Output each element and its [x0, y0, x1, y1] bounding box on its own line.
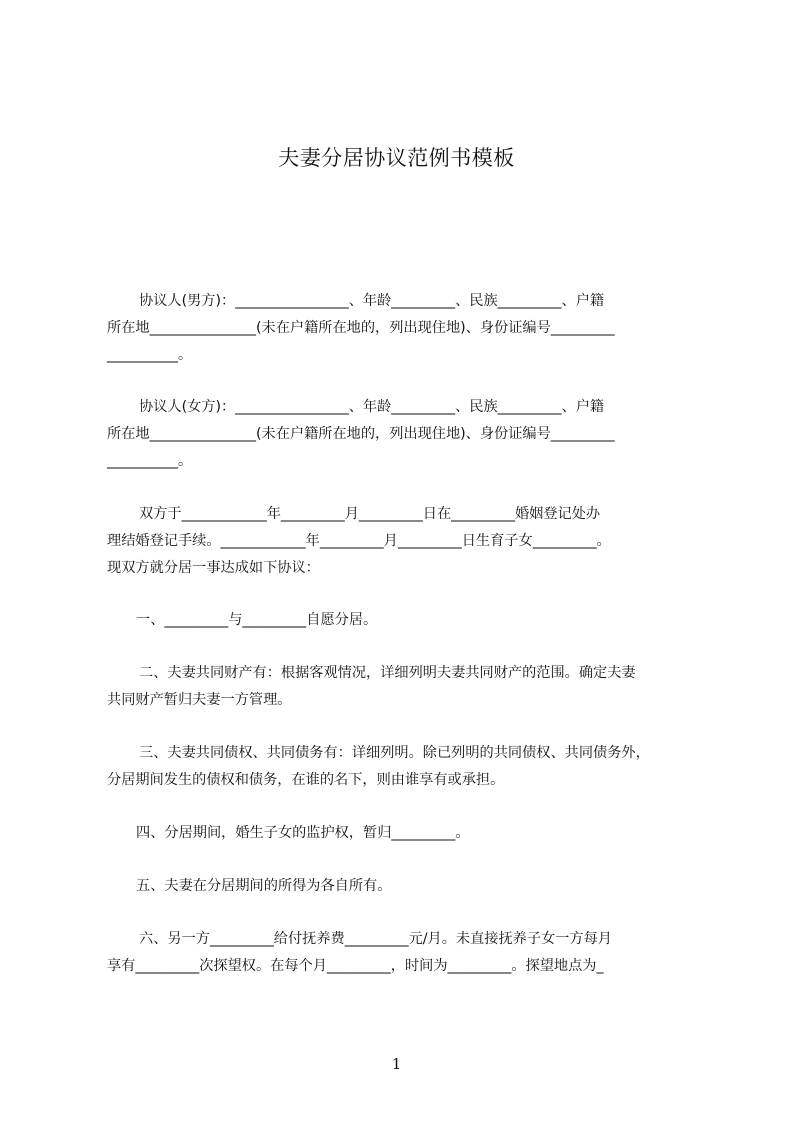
document-title: 夫妻分居协议范例书模板 [278, 146, 515, 170]
marriage-line-1: 双方于____________年_________月_________日在_________婚姻登记处办 [139, 506, 601, 522]
female-party-line-2: 所在地_______________(未在户籍所在地的，列出现住地)、身份证编号_________ [107, 426, 615, 442]
marriage-line-3: 现双方就分居一事达成如下协议： [107, 560, 320, 576]
clause-5: 五、夫妻在分居期间的所得为各自所有。 [136, 878, 392, 894]
clause-3-line-1: 三、夫妻共同债权、共同债务有：详细列明。除已列明的共同债权、共同债务外， [139, 745, 650, 761]
clause-3-line-2: 分居期间发生的债权和债务，在谁的名下，则由谁享有或承担。 [107, 772, 505, 788]
marriage-line-2: 理结婚登记手续。____________年_________月_________日生育子女_________。 [107, 533, 611, 549]
male-party-line-1: 协议人(男方)：________________、年龄_________、民族_________、户籍 [139, 293, 605, 309]
female-party-line-3: __________。 [107, 453, 193, 469]
clause-6-line-2: 享有_________次探望权。在每个月_________，时间为_________。探望地点为_ [107, 958, 604, 974]
clause-6-line-1: 六、另一方_________给付抚养费_________元/月。未直接抚养子女一方每月 [139, 931, 612, 947]
clause-4: 四、分居期间，婚生子女的监护权，暂归_________。 [136, 825, 470, 841]
female-party-line-1: 协议人(女方)：________________、年龄_________、民族_________、户籍 [139, 399, 605, 415]
page-number: 1 [391, 1055, 402, 1073]
clause-2-line-2: 共同财产暂归夫妻一方管理。 [107, 692, 292, 708]
clause-2-line-1: 二、夫妻共同财产有：根据客观情况，详细列明夫妻共同财产的范围。确定夫妻 [139, 665, 636, 681]
male-party-line-3: __________。 [107, 347, 193, 363]
clause-1: 一、_________与_________自愿分居。 [136, 612, 378, 628]
male-party-line-2: 所在地_______________(未在户籍所在地的，列出现住地)、身份证编号_________ [107, 320, 615, 336]
